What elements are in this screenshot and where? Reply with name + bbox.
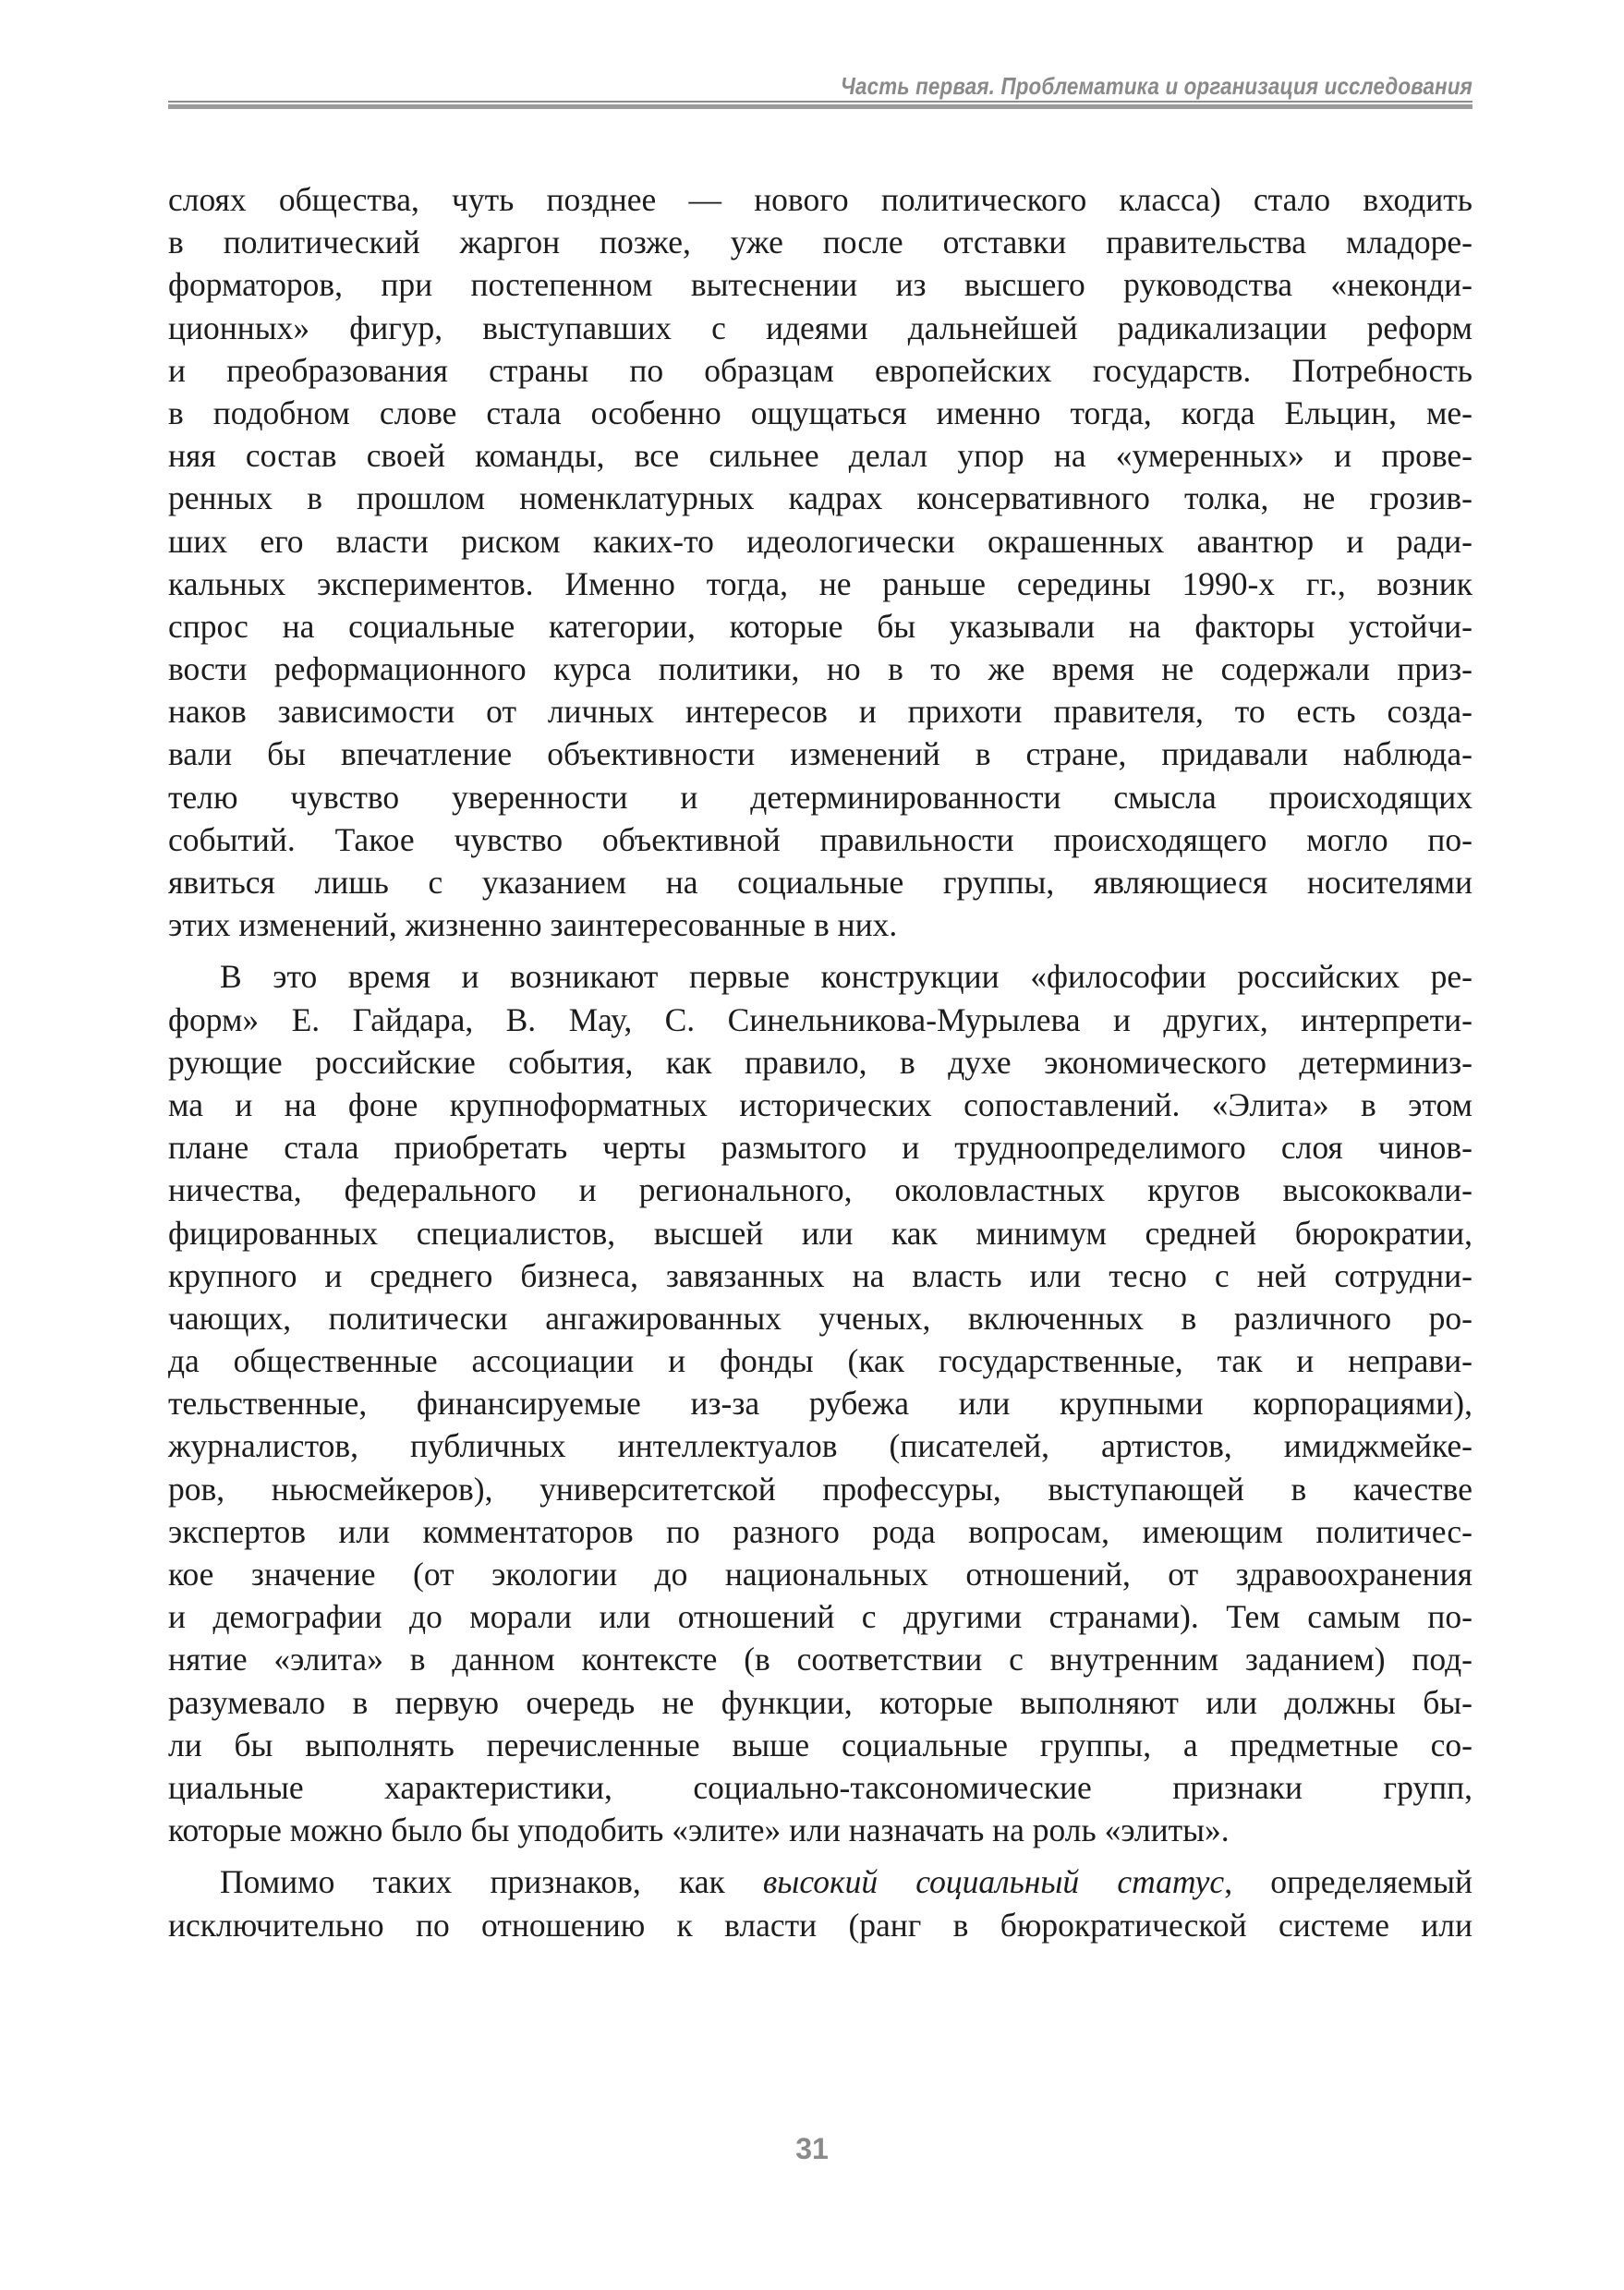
paragraph-line: ших его власти риском каких-то идеологически окрашенных авантюр и ради- bbox=[168, 522, 1473, 560]
paragraph-line: нятие «элита» в данном контексте (в соответствии с внутренним заданием) под- bbox=[168, 1641, 1473, 1678]
paragraph-line: форм» Е. Гайдара, В. Мау, С. Синельникова-Мурылева и других, интерпрети- bbox=[168, 1000, 1473, 1038]
text-run: Помимо таких признаков, как bbox=[220, 1863, 763, 1901]
paragraph-line: В это время и возникают первые конструкции «философии российских ре- bbox=[220, 958, 1473, 996]
text-run: , определяемый bbox=[1224, 1863, 1473, 1901]
paragraph-line: экспертов или комментаторов по разного рода вопросам, имеющим политичес- bbox=[168, 1512, 1473, 1550]
paragraph-line: рующие российские события, как правило, в духе экономического детерминиз- bbox=[168, 1043, 1473, 1081]
paragraph-line: явиться лишь с указанием на социальные группы, являющиеся носителями bbox=[168, 864, 1473, 901]
paragraph-line: ренных в прошлом номенклатурных кадрах консервативного толка, не грозив- bbox=[168, 479, 1473, 517]
running-header: Часть первая. Проблематика и организация исследования bbox=[840, 72, 1473, 100]
paragraph-line: и демографии до морали или отношений с другими странами). Тем самым по- bbox=[168, 1598, 1473, 1636]
paragraph-gap bbox=[168, 946, 1473, 955]
paragraph-line: чающих, политически ангажированных ученых, включенных в различного ро- bbox=[168, 1299, 1473, 1337]
paragraph-line: циальные характеристики, социально-таксономические признаки групп, bbox=[168, 1768, 1473, 1806]
paragraph-line: тельственные, финансируемые из-за рубежа или крупными корпорациями), bbox=[168, 1385, 1473, 1423]
header-rule-thick bbox=[168, 104, 1473, 109]
paragraph-line: кальных экспериментов. Именно тогда, не раньше середины 1990-х гг., возник bbox=[168, 564, 1473, 602]
header-rule bbox=[168, 101, 1473, 109]
paragraph-line: журналистов, публичных интеллектуалов (писателей, артистов, имиджмейке- bbox=[168, 1427, 1473, 1465]
paragraph-line: да общественные ассоциации и фонды (как государственные, так и неправи- bbox=[168, 1342, 1473, 1380]
paragraph-3 bbox=[168, 1860, 1473, 1945]
italic-term: высокий социальный статус bbox=[762, 1863, 1225, 1901]
paragraph-gap bbox=[168, 1851, 1473, 1860]
paragraph-line: форматоров, при постепенном вытеснении из высшего руководства «неконди- bbox=[168, 266, 1473, 304]
paragraph-2 bbox=[168, 955, 1473, 1851]
page-number: 31 bbox=[795, 2132, 829, 2165]
paragraph-line: вали бы впечатление объективности изменений в стране, придавали наблюда- bbox=[168, 735, 1473, 773]
paragraph-line: наков зависимости от личных интересов и прихоти правителя, то есть созда- bbox=[168, 693, 1473, 731]
paragraph-line: няя состав своей команды, все сильнее делал упор на «умеренных» и прове- bbox=[168, 437, 1473, 475]
body-text bbox=[168, 178, 1473, 1946]
paragraph-line: и преобразования страны по образцам европейских государств. Потребность bbox=[168, 351, 1473, 389]
paragraph-line: плане стала приобретать черты размытого и трудноопределимого слоя чинов- bbox=[168, 1129, 1473, 1167]
paragraph-line: событий. Такое чувство объективной правильности происходящего могло по- bbox=[168, 820, 1473, 858]
paragraph-line: которые можно было бы уподобить «элите» или назначать на роль «элиты». bbox=[168, 1811, 1230, 1849]
paragraph-line: кое значение (от экологии до национальных отношений, от здравоохранения bbox=[168, 1556, 1473, 1593]
paragraph-line: ма и на фоне крупноформатных исторических сопоставлений. «Элита» в этом bbox=[168, 1085, 1473, 1123]
paragraph-line: вости реформационного курса политики, но в то же время не содержали приз- bbox=[168, 650, 1473, 688]
header-rule-thin bbox=[168, 101, 1473, 103]
paragraph-line: исключительно по отношению к власти (ранг в бюрократической системе или bbox=[168, 1906, 1473, 1944]
paragraph-line: ничества, федерального и регионального, околовластных кругов высококвали- bbox=[168, 1171, 1473, 1209]
paragraph-line: в подобном слове стала особенно ощущаться именно тогда, когда Ельцин, ме- bbox=[168, 394, 1473, 431]
paragraph-line bbox=[168, 1860, 1473, 1903]
paragraph-1 bbox=[168, 178, 1473, 946]
paragraph-line: слоях общества, чуть позднее — нового политического класса) стало входить bbox=[168, 181, 1473, 218]
paragraph-line: разумевало в первую очередь не функции, которые выполняют или должны бы- bbox=[168, 1683, 1473, 1721]
paragraph-line: ционных» фигур, выступавших с идеями дальнейшей радикализации реформ bbox=[168, 309, 1473, 346]
paragraph-line: крупного и среднего бизнеса, завязанных на власть или тесно с ней сотрудни- bbox=[168, 1256, 1473, 1294]
paragraph-line: спрос на социальные категории, которые бы указывали на факторы устойчи- bbox=[168, 607, 1473, 645]
paragraph-line: этих изменений, жизненно заинтересованные в них. bbox=[168, 906, 898, 944]
paragraph-line: фицированных специалистов, высшей или как минимум средней бюрократии, bbox=[168, 1214, 1473, 1252]
paragraph-line: телю чувство уверенности и детерминированности смысла происходящих bbox=[168, 778, 1473, 816]
paragraph-line: ров, ньюсмейкеров), университетской профессуры, выступающей в качестве bbox=[168, 1470, 1473, 1508]
paragraph-line: ли бы выполнять перечисленные выше социальные группы, а предметные со- bbox=[168, 1726, 1473, 1763]
paragraph-line: в политический жаргон позже, уже после отставки правительства младоре- bbox=[168, 224, 1473, 261]
